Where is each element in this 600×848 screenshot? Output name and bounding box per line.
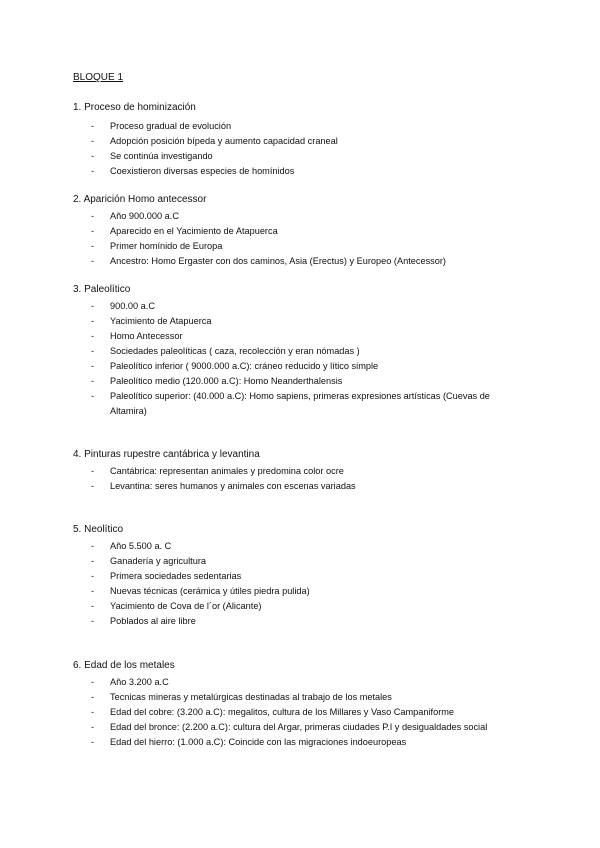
list-item bbox=[91, 735, 511, 750]
list-item-text: Aparecido en el Yacimiento de Atapuerca bbox=[110, 226, 278, 236]
bullet-marker: - bbox=[91, 166, 95, 176]
bullet-marker: - bbox=[91, 226, 95, 236]
list-item-text: Edad del cobre: (3.200 a.C): megalitos, cultura de los Millares y Vaso Campaniforme bbox=[110, 707, 455, 717]
bullet-marker: - bbox=[91, 601, 95, 611]
list-item-text: Ganadería y agricultura bbox=[110, 556, 207, 566]
bullet-marker: - bbox=[91, 481, 95, 491]
list-item-text: Año 900.000 a.C bbox=[110, 211, 179, 221]
section-heading: 2. Aparición Homo antecessor bbox=[73, 194, 207, 205]
list-item-text: Cantábrica: representan animales y predomina color ocre bbox=[110, 466, 344, 476]
bullet-marker: - bbox=[91, 331, 95, 341]
list-item bbox=[91, 134, 511, 149]
bullet-marker: - bbox=[91, 121, 95, 131]
bullet-marker: - bbox=[91, 391, 95, 401]
list-item-text: Edad del bronce: (2.200 a.C): cultura del Argar, primeras ciudades P.I y desigualdades social bbox=[110, 722, 488, 732]
list-item-text: Año 3.200 a.C bbox=[110, 677, 169, 687]
list-item-text: Paleolítico medio (120.000 a.C): Homo Neanderthalensis bbox=[110, 376, 343, 386]
list-item-text: Paleolítico superior: (40.000 a.C): Homo sapiens, primeras expresiones artísticas (Cuevas de Altamira) bbox=[110, 391, 490, 416]
bullet-marker: - bbox=[91, 211, 95, 221]
list-item-text: Yacimiento de Cova de l´or (Alicante) bbox=[110, 601, 262, 611]
section-heading: 6. Edad de los metales bbox=[73, 660, 175, 671]
list-item-text: Se continúa investigando bbox=[110, 151, 213, 161]
list-item bbox=[91, 344, 511, 359]
bullet-marker: - bbox=[91, 316, 95, 326]
section-heading: 3. Paleolítico bbox=[73, 284, 131, 295]
bullet-marker: - bbox=[91, 571, 95, 581]
bullet-marker: - bbox=[91, 241, 95, 251]
document-title: BLOQUE 1 bbox=[73, 72, 124, 83]
section-heading: 1. Proceso de hominización bbox=[73, 102, 196, 113]
section-heading: 5. Neolítico bbox=[73, 524, 124, 535]
list-item-text: Ancestro: Homo Ergaster con dos caminos, Asia (Erectus) y Europeo (Antecessor) bbox=[110, 256, 446, 266]
list-item bbox=[91, 389, 511, 419]
bullet-marker: - bbox=[91, 692, 95, 702]
list-item-text: Proceso gradual de evolución bbox=[110, 121, 232, 131]
list-item bbox=[91, 239, 511, 254]
list-item-text: Tecnicas mineras y metalúrgicas destinadas al trabajo de los metales bbox=[110, 692, 392, 702]
bullet-marker: - bbox=[91, 136, 95, 146]
bullet-marker: - bbox=[91, 616, 95, 626]
list-item-text: Coexistieron diversas especies de homínidos bbox=[110, 166, 295, 176]
list-item-text: Edad del hierro: (1.000 a.C): Coincide con las migraciones indoeuropeas bbox=[110, 737, 407, 747]
bullet-marker: - bbox=[91, 707, 95, 717]
list-item-text: Año 5.500 a. C bbox=[110, 541, 172, 551]
list-item-text: Nuevas técnicas (cerámica y útiles piedra pulida) bbox=[110, 586, 310, 596]
list-item bbox=[91, 374, 511, 389]
bullet-marker: - bbox=[91, 541, 95, 551]
list-item-text: Poblados al aire libre bbox=[110, 616, 196, 626]
list-item-text: Adopción posición bípeda y aumento capacidad craneal bbox=[110, 136, 338, 146]
list-item bbox=[91, 209, 511, 224]
list-item-text: Primera sociedades sedentarias bbox=[110, 571, 242, 581]
bullet-marker: - bbox=[91, 376, 95, 386]
list-item-text: 900.00 a.C bbox=[110, 301, 155, 311]
bullet-marker: - bbox=[91, 301, 95, 311]
list-item bbox=[91, 314, 511, 329]
list-item bbox=[91, 224, 511, 239]
list-item bbox=[91, 569, 511, 584]
list-item bbox=[91, 690, 511, 705]
list-item-text: Homo Antecessor bbox=[110, 331, 183, 341]
bullet-marker: - bbox=[91, 466, 95, 476]
bullet-marker: - bbox=[91, 586, 95, 596]
list-item-text: Yacimiento de Atapuerca bbox=[110, 316, 212, 326]
list-item-text: Primer homínido de Europa bbox=[110, 241, 223, 251]
list-item bbox=[91, 359, 511, 374]
list-item bbox=[91, 164, 511, 179]
list-item bbox=[91, 119, 511, 134]
list-item bbox=[91, 479, 511, 494]
bullet-marker: - bbox=[91, 737, 95, 747]
list-item bbox=[91, 329, 511, 344]
list-item bbox=[91, 254, 511, 269]
list-item-text: Sociedades paleolíticas ( caza, recolección y eran nómadas ) bbox=[110, 346, 360, 356]
list-item bbox=[91, 299, 511, 314]
list-item bbox=[91, 705, 511, 720]
bullet-marker: - bbox=[91, 256, 95, 266]
list-item bbox=[91, 720, 511, 735]
bullet-marker: - bbox=[91, 151, 95, 161]
list-item bbox=[91, 464, 511, 479]
bullet-marker: - bbox=[91, 722, 95, 732]
list-item bbox=[91, 614, 511, 629]
list-item bbox=[91, 675, 511, 690]
bullet-marker: - bbox=[91, 556, 95, 566]
list-item bbox=[91, 554, 511, 569]
list-item-text: Paleolítico inferior ( 9000.000 a.C): cráneo reducido y lítico simple bbox=[110, 361, 379, 371]
bullet-marker: - bbox=[91, 361, 95, 371]
bullet-marker: - bbox=[91, 677, 95, 687]
list-item bbox=[91, 599, 511, 614]
list-item bbox=[91, 539, 511, 554]
bullet-marker: - bbox=[91, 346, 95, 356]
section-heading: 4. Pinturas rupestre cantábrica y levantina bbox=[73, 449, 260, 460]
list-item bbox=[91, 149, 511, 164]
list-item bbox=[91, 584, 511, 599]
list-item-text: Levantina: seres humanos y animales con escenas variadas bbox=[110, 481, 356, 491]
